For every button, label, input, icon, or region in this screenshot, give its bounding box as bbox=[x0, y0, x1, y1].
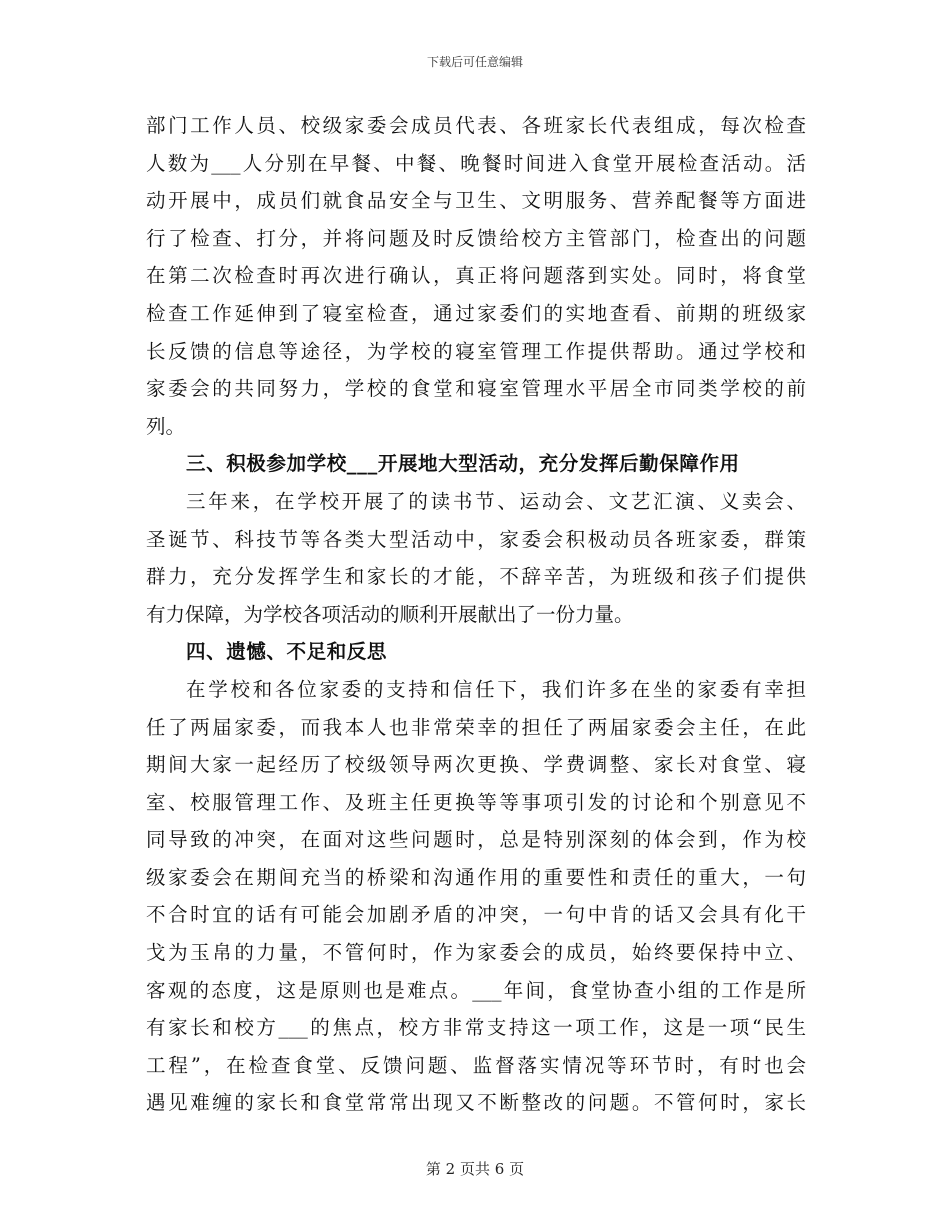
body-line: 任了两届家委，而我本人也非常荣幸的担任了两届家委会主任，在此 bbox=[146, 715, 806, 739]
body-line: 部门工作人员、校级家委会成员代表、各班家长代表组成，每次检查 bbox=[146, 114, 806, 137]
body-line: 级家委会在期间充当的桥梁和沟通作用的重要性和责任的重大，一句 bbox=[146, 865, 806, 889]
page-header-note: 下载后可任意编辑 bbox=[426, 55, 523, 69]
body-line: 在学校和各位家委的支持和信任下，我们许多在坐的家委有幸担 bbox=[186, 677, 806, 701]
body-line: 列。 bbox=[146, 414, 186, 438]
body-line: 遇见难缠的家长和食堂常常出现又不断整改的问题。不管何时，家长 bbox=[146, 1091, 806, 1115]
body-line: 不合时宜的话有可能会加剧矛盾的冲突，一句中肯的话又会具有化干 bbox=[146, 903, 806, 927]
body-line: 室、校服管理工作、及班主任更换等等事项引发的讨论和个别意见不 bbox=[146, 790, 806, 814]
body-line: 有家长和校方___的焦点，校方非常支持这一项工作，这是一项“民生 bbox=[146, 1016, 806, 1040]
body-line: 有力保障，为学校各项活动的顺利开展献出了一份力量。 bbox=[146, 602, 634, 626]
body-line: 动开展中，成员们就食品安全与卫生、文明服务、营养配餐等方面进 bbox=[146, 189, 806, 213]
body-line: 三年来，在学校开展了的读书节、运动会、文艺汇演、义卖会、 bbox=[186, 489, 806, 513]
body-line: 人数为___人分别在早餐、中餐、晚餐时间进入食堂开展检查活动。活 bbox=[146, 151, 806, 175]
body-line: 工程”，在检查食堂、反馈问题、监督落实情况等环节时，有时也会 bbox=[146, 1053, 806, 1077]
body-line: 行了检查、打分，并将问题及时反馈给校方主管部门，检查出的问题 bbox=[146, 226, 806, 250]
body-line: 期间大家一起经历了校级领导两次更换、学费调整、家长对食堂、寝 bbox=[146, 753, 806, 777]
body-line: 检查工作延伸到了寝室检查，通过家委们的实地查看、前期的班级家 bbox=[146, 301, 806, 325]
body-line: 戈为玉帛的力量，不管何时，作为家委会的成员，始终要保持中立、 bbox=[146, 941, 806, 965]
body-line: 家委会的共同努力，学校的食堂和寝室管理水平居全市同类学校的前 bbox=[146, 377, 806, 401]
section-heading-3: 三、积极参加学校___开展地大型活动，充分发挥后勤保障作用 bbox=[186, 452, 740, 476]
body-line: 客观的态度，这是原则也是难点。___年间，食堂协查小组的工作是所 bbox=[146, 978, 806, 1002]
body-line: 在第二次检查时再次进行确认，真正将问题落到实处。同时，将食堂 bbox=[146, 264, 806, 288]
body-line: 长反馈的信息等途径，为学校的寝室管理工作提供帮助。通过学校和 bbox=[146, 339, 806, 363]
section-heading-4: 四、遗憾、不足和反思 bbox=[186, 640, 388, 664]
body-line: 群力，充分发挥学生和家长的才能，不辞辛苦，为班级和孩子们提供 bbox=[146, 565, 806, 589]
page-number: 第 2 页共 6 页 bbox=[425, 1160, 525, 1178]
document-body bbox=[146, 107, 806, 1122]
body-line: 同导致的冲突，在面对这些问题时，总是特别深刻的体会到，作为校 bbox=[146, 828, 806, 852]
body-line: 圣诞节、科技节等各类大型活动中，家委会积极动员各班家委，群策 bbox=[146, 527, 806, 551]
